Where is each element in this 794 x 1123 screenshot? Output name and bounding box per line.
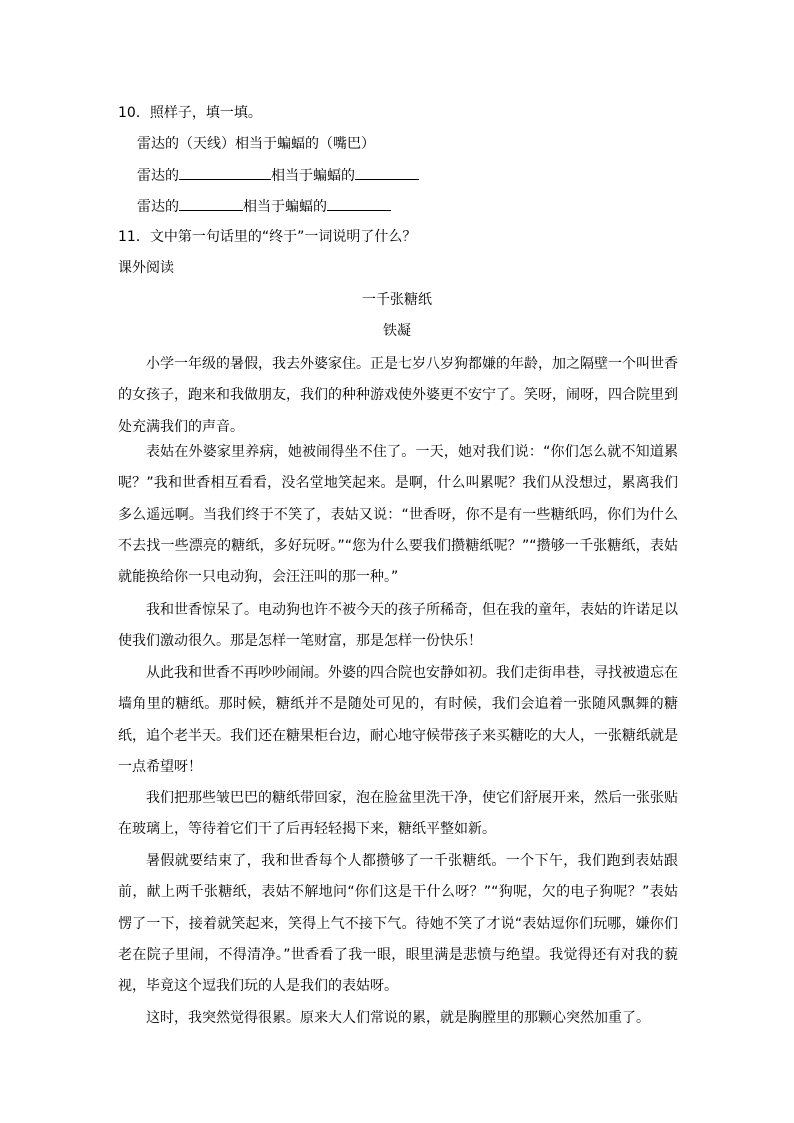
answer-blank-3[interactable] [179,196,243,211]
answer-blank-2[interactable] [355,165,419,180]
article-paragraph-5: 我们把那些皱巴巴的糖纸带回家，泡在脸盆里洗干净，使它们舒展开来，然后一张张贴在玻璃上，等待着它们干了后再轻轻揭下来，糖纸平整如新。 [118,790,678,838]
question-10-fill-line-1 [137,165,419,185]
question-11-prompt: 11．文中第一句话里的“终于”一词说明了什么？ [118,229,417,245]
article-paragraph-2: 表姑在外婆家里养病，她被闹得坐不住了。一天，她对我们说：“你们怎么就不知道累呢？”我和世香相互看看，没名堂地笑起来。是啊，什么叫累呢？我们从没想过，累离我们多么遥远啊。当我们终于不笑了，表姑又说：“世香呀，你不是有一些糖纸吗，你们为什么不去找一些漂亮的糖纸，多好玩呀。”“您为什么要我们攒糖纸呢？”“攒够一千张糖纸，表姑就能换给你一只电动狗，会汪汪叫的那一种。” [118,444,678,586]
question-10-prompt: 10．照样子，填一填。 [118,105,262,121]
article-paragraph-3: 我和世香惊呆了。电动狗也许不被今天的孩子所稀奇，但在我的童年，表姑的许诺足以使我们激动很久。那是怎样一笔财富，那是怎样一份快乐！ [118,602,678,650]
article-paragraph-7: 这时，我突然觉得很累。原来大人们常说的累，就是胸膛里的那颗心突然加重了。 [146,1010,650,1026]
answer-blank-4[interactable] [327,196,391,211]
article-paragraph-1: 小学一年级的暑假，我去外婆家住。正是七岁八岁狗都嫌的年龄，加之隔壁一个叫世香的女孩子，跑来和我做朋友，我们的种种游戏使外婆更不安宁了。笑呀，闹呀，四合院里到处充满我们的声音。 [118,356,678,435]
question-10-fill-line-2 [137,196,391,216]
section-label: 课外阅读 [118,260,174,276]
answer-blank-1[interactable] [179,165,271,180]
article-author: 铁凝 [383,323,411,339]
fill-line-2-text-a: 雷达的 [137,199,179,215]
question-10-example: 雷达的（天线）相当于蝙蝠的（嘴巴） [137,136,375,152]
article-paragraph-6: 暑假就要结束了，我和世香每个人都攒够了一千张糖纸。一个下午，我们跑到表姑跟前，献上两千张糖纸，表姑不解地问“你们这是干什么呀？”“狗呢，欠的电子狗呢？”表姑愣了一下，接着就笑起来，笑得上气不接下气。待她不笑了才说“表姑逗你们玩哪，嫌你们老在院子里闹，不得清净。”世香看了我一眼，眼里满是悲愤与绝望。我觉得还有对我的藐视，毕竟这个逗我们玩的人是我们的表姑呀。 [118,853,678,995]
fill-line-2-text-b: 相当于蝙蝠的 [243,199,327,215]
article-title: 一千张糖纸 [362,292,432,308]
article-paragraph-4: 从此我和世香不再吵吵闹闹。外婆的四合院也安静如初。我们走街串巷，寻找被遗忘在墙角里的糖纸。那时候，糖纸并不是随处可见的，有时候，我们会追着一张随风飘舞的糖纸，追个老半天。我们还在糖果柜台边，耐心地守候带孩子来买糖吃的大人，一张糖纸就是一点希望呀！ [118,665,678,775]
fill-line-1-text-b: 相当于蝙蝠的 [271,168,355,184]
fill-line-1-text-a: 雷达的 [137,168,179,184]
